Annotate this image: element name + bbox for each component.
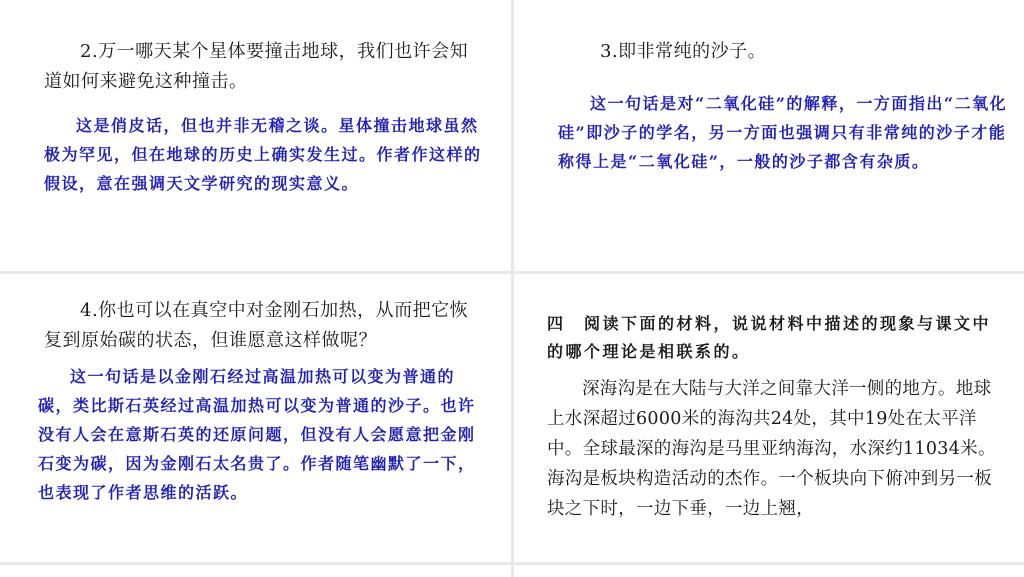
question-4-text: 4.你也可以在真空中对金刚石加热，从而把它恢复到原始碳的状态，但谁愿意这样做呢？ bbox=[44, 300, 469, 351]
reading-passage: 深海沟是在大陆与大洋之间靠大洋一侧的地方。地球上水深超过6000米的海沟共24处，其中19处在太平洋中。全球最深的海沟是马里亚纳海沟，水深约11034米。海沟是板块构造活动的杰作。一个板块向下俯冲到另一板块之下时，一边下垂，一边上翘， bbox=[547, 379, 996, 519]
question-2-text: 2.万一哪天某个星体要撞击地球，我们也许会知道如何来避免这种撞击。 bbox=[44, 41, 469, 92]
answer-4-text: 这一句话是以金刚石经过高温加热可以变为普通的碳，类比斯石英经过高温加热可以变为普通的沙子。也许没有人会在意斯石英的还原问题，但没有人会愿意把金刚石变为碳，因为金刚石太名贵了。作者随笔幽默了一下，也表现了作者思维的活跃。 bbox=[38, 367, 476, 502]
panel-bottom-right bbox=[514, 565, 1024, 577]
panel-question-4 bbox=[0, 274, 511, 562]
panel-bottom-left bbox=[0, 565, 511, 577]
panel-question-3 bbox=[514, 0, 1024, 271]
question-3-text: 3.即非常纯的沙子。 bbox=[600, 41, 767, 62]
panel-question-2 bbox=[0, 0, 511, 271]
exercise-instruction: 四 阅读下面的材料，说说材料中描述的现象与课文中的哪个理论是相联系的。 bbox=[547, 314, 992, 361]
answer-2-text: 这是俏皮话，但也并非无稽之谈。星体撞击地球虽然极为罕见，但在地球的历史上确实发生过。作者作这样的假设，意在强调天文学研究的现实意义。 bbox=[44, 116, 482, 193]
panel-exercise-4 bbox=[514, 274, 1024, 562]
answer-3-text: 这一句话是对“二氧化硅”的解释，一方面指出“二氧化硅”即沙子的学名，另一方面也强调只有非常纯的沙子才能称得上是“二氧化硅”，一般的沙子都含有杂质。 bbox=[558, 94, 1008, 171]
